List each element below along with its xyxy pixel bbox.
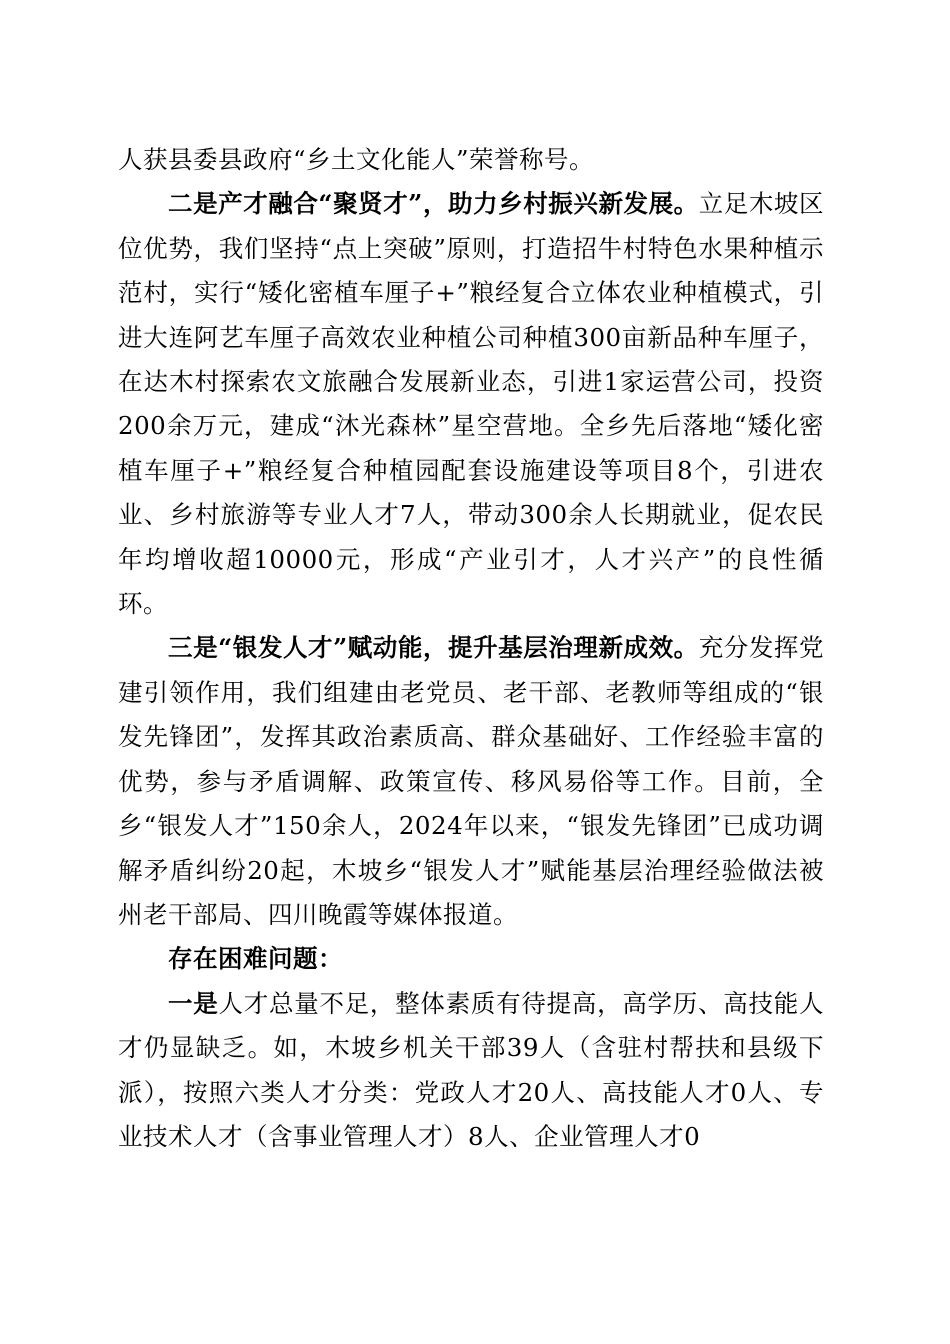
paragraph-text: 人获县委县政府“乡土文化能人”荣誉称号。 bbox=[118, 145, 595, 174]
paragraph-text: 人才总量不足，整体素质有待提高，高学历、高技能人才仍显缺乏。如，木坡乡机关干部39人（含驻村帮扶和县级下派），按照六类人才分类：党政人才20人、高技能人才0人、专业技术人才（含事业管理人才）8人、企业管理人才0 bbox=[118, 988, 825, 1151]
paragraph-problem-one bbox=[118, 982, 824, 1160]
section-heading-problems bbox=[118, 937, 824, 981]
paragraph-continuation bbox=[118, 138, 824, 182]
paragraph-text: 立足木坡区位优势，我们坚持“点上突破”原则，打造招牛村特色水果种植示范村，实行“矮化密植车厘子+”粮经复合立体农业种植模式，引进大连阿艺车厘子高效农业种植公司种植300亩新品种车厘子，在达木村探索农文旅融合发展新业态，引进1家运营公司，投资200余万元，建成“沐光森林”星空营地。全乡先后落地“矮化密植车厘子+”粮经复合种植园配套设施建设等项目8个，引进农业、乡村旅游等专业人才7人，带动300余人长期就业，促农民年均增收超10000元，形成“产业引才，人才兴产”的良性循环。 bbox=[118, 189, 824, 619]
paragraph-heading: 存在困难问题： bbox=[168, 944, 343, 974]
paragraph-talent-industry bbox=[118, 182, 824, 626]
paragraph-text: 充分发挥党建引领作用，我们组建由老党员、老干部、老教师等组成的“银发先锋团”，发挥其政治素质高、群众基础好、工作经验丰富的优势，参与矛盾调解、政策宣传、移风易俗等工作。目前，全乡“银发人才”150余人，2024年以来，“银发先锋团”已成功调解矛盾纠纷20起，木坡乡“银发人才”赋能基层治理经验做法被州老干部局、四川晚霞等媒体报道。 bbox=[118, 633, 824, 929]
document-body bbox=[118, 138, 824, 1159]
paragraph-heading: 一是 bbox=[168, 988, 219, 1018]
paragraph-heading: 三是“银发人才”赋动能，提升基层治理新成效。 bbox=[168, 633, 699, 663]
paragraph-heading: 二是产才融合“聚贤才”，助力乡村振兴新发展。 bbox=[168, 189, 699, 219]
paragraph-silver-talent bbox=[118, 626, 824, 937]
